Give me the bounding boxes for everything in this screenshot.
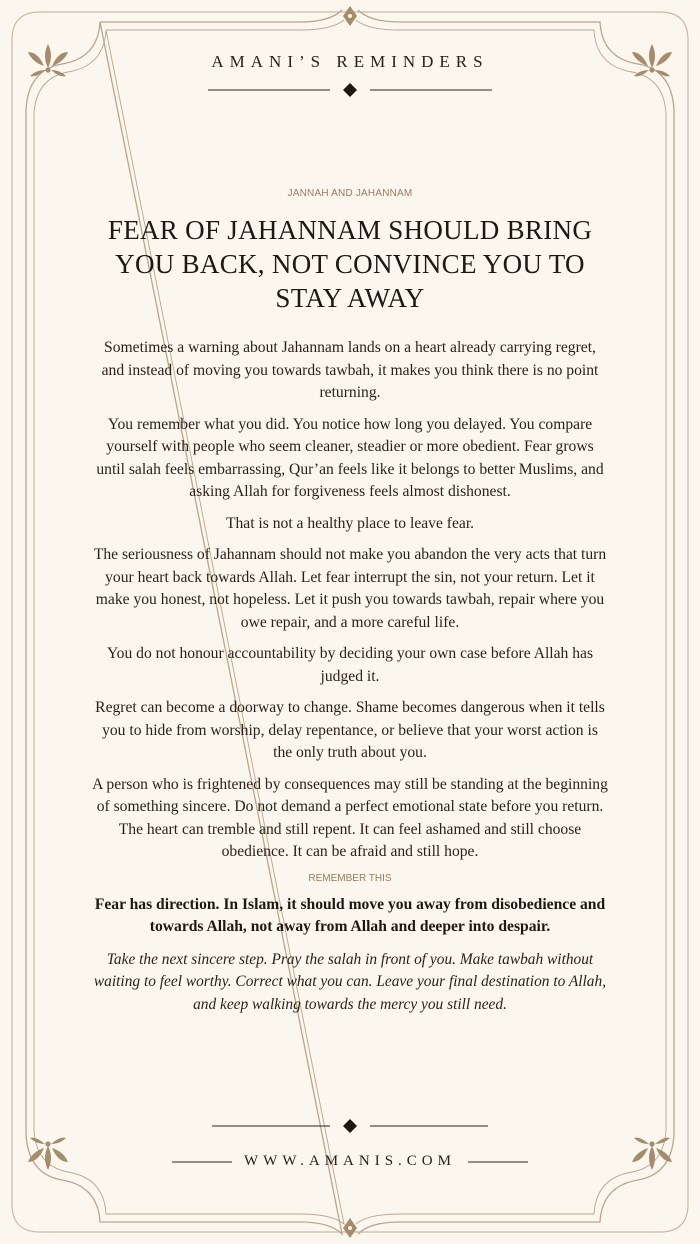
article-paragraph: You do not honour accountability by deciding your own case before Allah has judged it. bbox=[106, 645, 594, 685]
article-paragraph: The seriousness of Jahannam should not make you abandon the very acts that turn your heart back towards Allah. Let fear interrupt the sin, not your return. Let it make you honest, not hopeless. Let it push you towards tawbah, repair where you owe repair, and a more careful life. bbox=[93, 546, 607, 631]
article-paragraph: A person who is frightened by consequences may still be standing at the beginning of something sincere. Do not demand a perfect emotional state before you return. The heart can tremble and still repent. It can feel ashamed and still choose obedience. It can be afraid and still hope. bbox=[92, 775, 608, 860]
article-paragraph: You remember what you did. You notice how long you delayed. You compare yourself with people who seem cleaner, steadier or more obedient. Fear grows until salah feels embarrassing, Qur’an feels like it belongs to better Muslims, and asking Allah for forgiveness feels almost dishonest. bbox=[96, 415, 604, 500]
diamond-icon bbox=[343, 83, 357, 97]
article bbox=[92, 188, 608, 1016]
header-divider bbox=[208, 83, 492, 97]
article-paragraph: That is not a healthy place to leave fear. bbox=[225, 514, 475, 532]
article-paragraph: Sometimes a warning about Jahannam lands on a heart already carrying regret, and instead of moving you towards tawbah, it makes you think there is no point returning. bbox=[101, 339, 599, 401]
key-point: Fear has direction. In Islam, it should move you away from disobedience and towards Allah, not away from Allah and deeper into despair. bbox=[94, 895, 606, 935]
closing-note: Take the next sincere step. Pray the salah in front of you. Make tawbah without waiting to feel worthy. Correct what you can. Leave your final destination to Allah, and keep walking towards the mercy you still need. bbox=[93, 950, 607, 1013]
article-title: FEAR OF JAHANNAM SHOULD BRING YOU BACK, NOT CONVINCE YOU TO STAY AWAY bbox=[107, 215, 593, 313]
remember-label: REMEMBER THIS bbox=[308, 872, 392, 884]
article-category: JANNAH AND JAHANNAM bbox=[287, 188, 413, 199]
brand-title: AMANI’S REMINDERS bbox=[211, 52, 489, 71]
article-paragraph: Regret can become a doorway to change. Shame becomes dangerous when it tells you to hide from worship, delay repentance, or believe that your worst action is the only truth about you. bbox=[95, 699, 605, 761]
bottom-arch-ornament-icon bbox=[343, 1218, 357, 1238]
website-url[interactable]: WWW.AMANIS.COM bbox=[244, 1153, 456, 1169]
diamond-icon bbox=[343, 1119, 357, 1133]
top-arch-ornament-icon bbox=[343, 6, 357, 26]
